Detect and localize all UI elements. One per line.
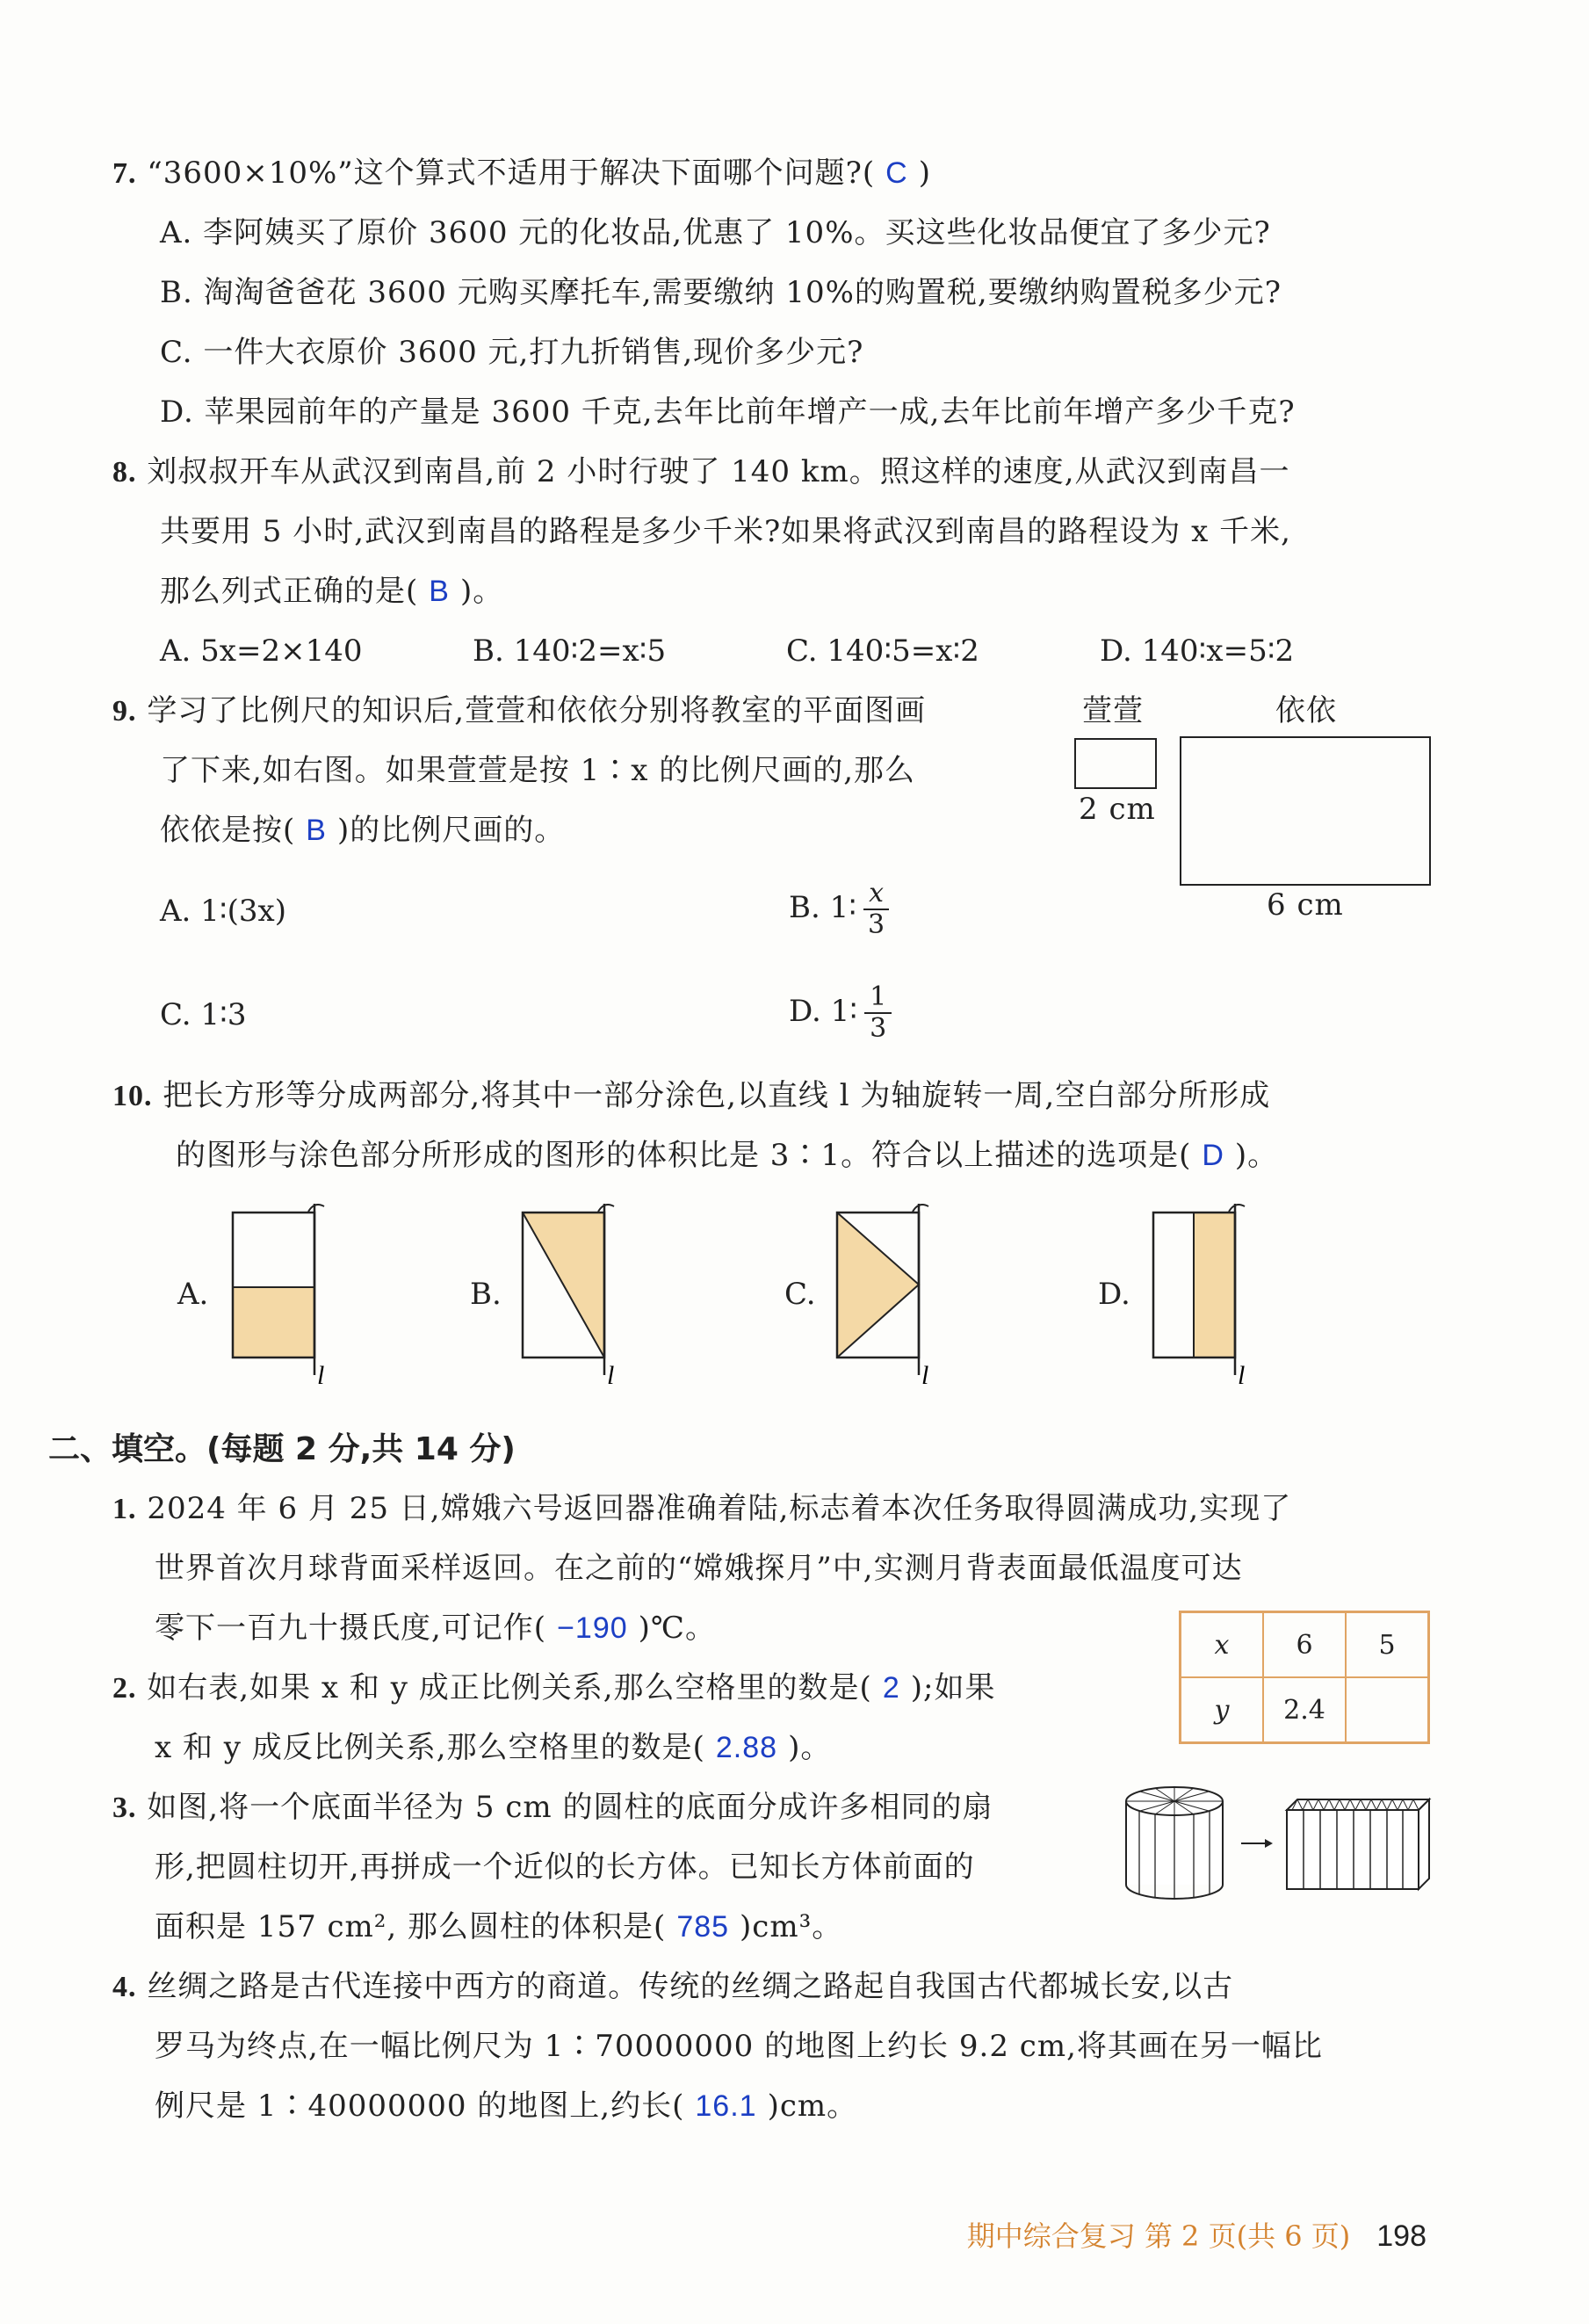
q8-number: 8. [112,456,137,489]
q10-c-shaded [837,1213,919,1357]
q9-text-1: 学习了比例尺的知识后,萱萱和依依分别将教室的平面图画 [147,693,927,728]
q8-option-d: D. 140∶x=5∶2 [1100,633,1295,669]
q9-option-d-fraction [864,982,892,1044]
q7-option-b: B. 淘淘爸爸花 3600 元购买摩托车,需要缴纳 10%的购置税,要缴纳购置税多少元? [160,275,1282,310]
q7-answer: C [885,156,908,190]
f2-text-2b: )。 [788,1730,832,1765]
q9-option-d-prefix: D. 1∶ [789,994,858,1029]
f2-number: 2. [112,1672,137,1705]
q9-answer: B [306,814,327,847]
q10-a-rotation-arrow [308,1205,324,1212]
q8-option-b: B. 140∶2=x∶5 [473,633,667,669]
q10-line1 [112,1074,1270,1119]
footer-section-label: 期中综合复习 第 2 页(共 6 页) [966,2219,1351,2253]
q7-stem [112,151,931,196]
q9-large-rectangle [1180,736,1431,886]
f3-cylinder-to-cuboid-figure [1120,1784,1436,1907]
f2-cell-x-label: x [1181,1612,1264,1678]
f3-cuboid [1287,1799,1429,1889]
q8-option-a: A. 5x=2×140 [160,633,363,669]
q10-b-axis-label: l [607,1361,615,1388]
q10-label-a: A. [177,1277,209,1312]
f2-line1 [112,1666,995,1711]
q9-option-b-fraction [863,879,889,940]
f1-line2: 世界首次月球背面采样返回。在之前的“嫦娥探月”中,实测月背表面最低温度可达 [155,1551,1243,1586]
footer-page-number: 198 [1376,2219,1426,2253]
f2-cell-x2: 5 [1346,1612,1429,1678]
f1-text-3a: 零下一百九十摄氏度,可记作( [155,1611,547,1646]
f3-cylinder [1126,1787,1223,1899]
q8-text-3b: )。 [459,574,504,609]
q10-label-c: C. [784,1277,816,1312]
page-footer [967,2214,1426,2255]
f4-text-3b: )cm。 [767,2089,858,2124]
q9-option-b-prefix: B. 1∶ [789,890,857,925]
q10-text-1: 把长方形等分成两部分,将其中一部分涂色,以直线 l 为轴旋转一周,空白部分所形成 [163,1078,1271,1113]
q8-line2: 共要用 5 小时,武汉到南昌的路程是多少千米?如果将武汉到南昌的路程设为 x 千米, [160,514,1291,549]
f3-answer: 785 [676,1910,730,1944]
q9-option-a: A. 1∶(3x) [160,894,286,929]
q9-label-xuanxuan: 萱萱 [1082,693,1144,728]
q10-label-b: B. [470,1277,502,1312]
q10-c-axis-label: l [921,1361,929,1388]
q7-text: “3600×10%”这个算式不适用于解决下面哪个问题?( [147,156,876,191]
q10-figure-b [514,1199,628,1388]
q7-close: ) [918,156,931,191]
q9-line2: 了下来,如右图。如果萱萱是按 1∶x 的比例尺画的,那么 [160,753,916,788]
f3-line3 [155,1905,842,1949]
f4-line3 [155,2084,857,2128]
f2-cell-y2-blank [1346,1677,1429,1743]
f2-cell-y-label: y [1181,1677,1264,1743]
q9-number: 9. [112,695,137,728]
f3-line1 [112,1785,993,1830]
f3-line2: 形,把圆柱切开,再拼成一个近似的长方体。已知长方体前面的 [155,1850,975,1885]
f2-text-1a: 如右表,如果 x 和 y 成正比例关系,那么空格里的数是( [147,1670,872,1705]
q8-text-1: 刘叔叔开车从武汉到南昌,前 2 小时行驶了 140 km。照这样的速度,从武汉到南昌一 [147,454,1290,489]
f4-text-1: 丝绸之路是古代连接中西方的商道。传统的丝绸之路起自我国古代都城长安,以古 [147,1969,1234,2004]
q9-option-d-numerator: 1 [864,982,892,1014]
q9-line1 [112,689,926,734]
q9-option-b [789,879,889,940]
q9-option-d-denominator: 3 [870,1013,887,1044]
q7-option-d: D. 苹果园前年的产量是 3600 千克,去年比前年增产一成,去年比前年增产多少千克? [160,395,1296,430]
section-fill-in-title: 二、填空。(每题 2 分,共 14 分) [48,1431,516,1467]
q9-option-d [789,982,892,1044]
q9-text-3b: )的比例尺画的。 [336,813,566,848]
q10-text-2a: 的图形与涂色部分所形成的图形的体积比是 3∶1。符合以上描述的选项是( [176,1138,1192,1173]
f1-line1 [112,1487,1291,1531]
q8-answer: B [429,575,450,608]
f4-number: 4. [112,1971,137,2003]
q8-text-3a: 那么列式正确的是( [160,574,419,609]
q9-dim-large: 6 cm [1267,887,1344,923]
f2-answer-1: 2 [882,1671,900,1705]
q10-d-shaded [1194,1213,1235,1357]
f1-line3 [155,1606,716,1650]
q9-label-yiyi: 依依 [1275,693,1337,728]
q8-line1 [112,450,1290,495]
q9-option-c: C. 1∶3 [160,997,247,1032]
q9-dim-small: 2 cm [1079,792,1156,827]
f3-number: 3. [112,1792,137,1824]
q10-label-d: D. [1098,1277,1130,1312]
q10-text-2b: )。 [1234,1138,1279,1173]
q10-number: 10. [112,1080,153,1112]
q7-option-a: A. 李阿姨买了原价 3600 元的化妆品,优惠了 10%。买这些化妆品便宜了多少元? [160,215,1271,250]
q10-a-axis-label: l [317,1361,325,1388]
f4-answer: 16.1 [695,2089,757,2123]
f2-cell-y1: 2.4 [1263,1677,1346,1743]
f2-text-1b: );如果 [910,1670,996,1705]
f3-text-3a: 面积是 157 cm², 那么圆柱的体积是( [155,1909,667,1944]
q9-small-rectangle [1074,738,1157,789]
f2-table-row-y [1181,1677,1429,1743]
q10-answer: D [1202,1139,1224,1172]
f2-line2 [155,1726,831,1770]
f3-text-3b: )cm³。 [740,1909,843,1944]
f4-line1 [112,1965,1233,2009]
q7-number: 7. [112,157,137,190]
q10-figure-d [1145,1199,1259,1388]
q10-c-rotation-arrow [913,1205,928,1212]
f1-text-3b: )℃。 [638,1611,716,1646]
f2-text-2a: x 和 y 成反比例关系,那么空格里的数是( [155,1730,705,1765]
q8-option-c: C. 140∶5=x∶2 [786,633,979,669]
f1-answer: −190 [557,1611,628,1645]
q9-option-b-denominator: 3 [868,909,885,940]
q10-d-rotation-arrow [1229,1205,1245,1212]
q10-d-axis-label: l [1238,1361,1246,1388]
f1-text-1: 2024 年 6 月 25 日,嫦娥六号返回器准确着陆,标志着本次任务取得圆满成功,实现了 [147,1491,1292,1526]
f4-text-3a: 例尺是 1∶40000000 的地图上,约长( [155,2089,685,2124]
f2-cell-x1: 6 [1263,1612,1346,1678]
f4-line2: 罗马为终点,在一幅比例尺为 1∶70000000 的地图上约长 9.2 cm,将其画在另一幅比 [155,2029,1323,2064]
q10-line2 [176,1133,1278,1177]
f3-arrow-icon [1241,1839,1273,1848]
q9-text-3a: 依依是按( [160,813,296,848]
q10-a-shaded [233,1287,314,1357]
q10-figure-a [224,1199,338,1388]
f2-xy-table [1179,1611,1430,1744]
q9-option-b-numerator: x [863,879,889,910]
q9-line3 [160,808,565,852]
f3-text-1: 如图,将一个底面半径为 5 cm 的圆柱的底面分成许多相同的扇 [147,1790,993,1825]
q10-b-rotation-arrow [598,1205,614,1212]
q10-figure-c [828,1199,943,1388]
f2-table-row-x [1181,1612,1429,1678]
f1-number: 1. [112,1493,137,1525]
q7-option-c: C. 一件大衣原价 3600 元,打九折销售,现价多少元? [160,335,864,370]
q8-line3 [160,569,503,613]
f2-answer-2: 2.88 [715,1731,778,1764]
